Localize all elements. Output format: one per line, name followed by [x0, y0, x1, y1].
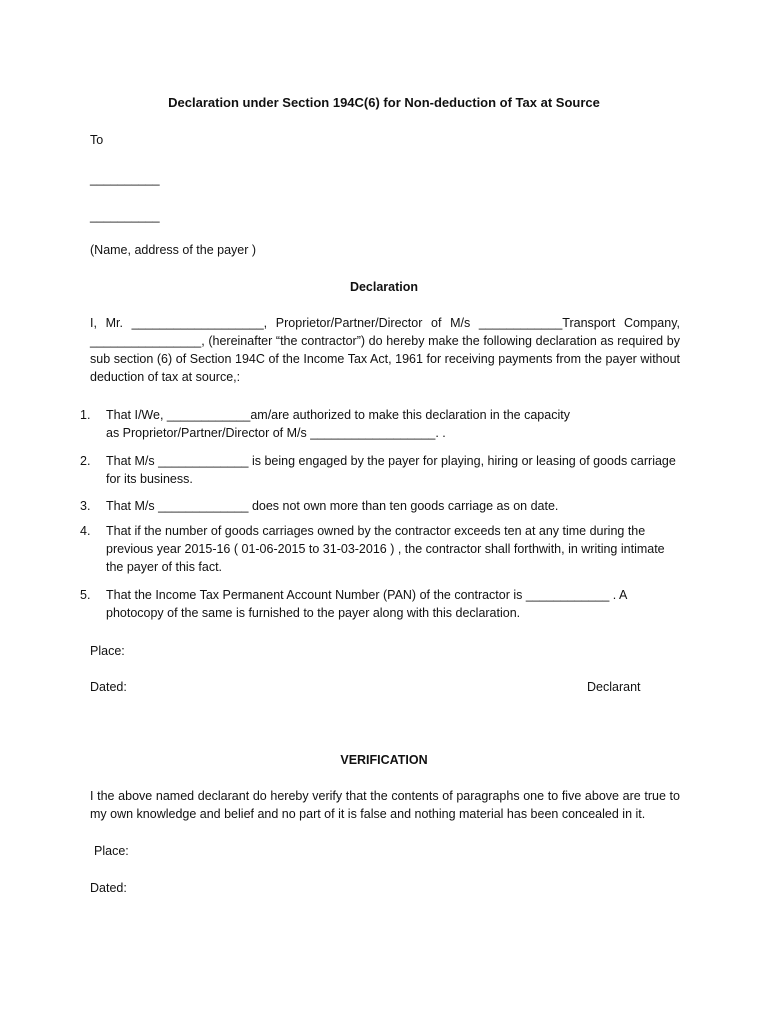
declarant-label: Declarant	[587, 680, 641, 694]
place-label-verification: Place:	[94, 844, 129, 858]
item-text: That I/We, ____________am/are authorized to make this declaration in the capacity	[106, 408, 570, 422]
payer-blank-line-2: __________	[90, 209, 160, 223]
verification-paragraph: I the above named declarant do hereby verify that the contents of paragraphs one to five above are true to my own knowledge and belief and no part of it is false and nothing material has been concealed in it.	[90, 789, 680, 821]
list-item	[80, 497, 680, 515]
item-text: That M/s _____________ does not own more than ten goods carriage as on date.	[106, 499, 559, 513]
payer-blank-line-1: __________	[90, 172, 160, 186]
dated-label-verification: Dated:	[90, 881, 127, 895]
item-number: 5.	[80, 588, 91, 602]
verification-heading: VERIFICATION	[340, 753, 428, 767]
item-number: 3.	[80, 499, 91, 513]
place-label: Place:	[90, 644, 125, 658]
list-item	[80, 406, 680, 442]
list-item	[80, 452, 680, 488]
intro-paragraph: I, Mr. ___________________, Proprietor/Partner/Director of M/s ____________Transport Company, ________________, (hereinafter “the contractor”) do hereby make the following declaration as required by sub section (6) of Section 194C of the Income Tax Act, 1961 for receiving payments from the payer without deduction of tax at source,:	[90, 316, 680, 384]
item-number: 2.	[80, 454, 91, 468]
to-label: To	[90, 133, 104, 147]
item-text: That if the number of goods carriages owned by the contractor exceeds ten at any time during the previous year 2015-16 ( 01-06-2015 to 31-03-2016 ) , the contractor shall forthwith, in writing intimate the payer of this fact.	[106, 524, 665, 574]
list-item	[80, 586, 680, 622]
list-item	[80, 522, 680, 576]
item-text: That the Income Tax Permanent Account Number (PAN) of the contractor is ____________ . A photocopy of the same is furnished to the payer along with this declaration.	[106, 588, 627, 620]
item-number: 1.	[80, 408, 91, 422]
item-text: That M/s _____________ is being engaged by the payer for playing, hiring or leasing of goods carriage for its business.	[106, 454, 676, 486]
payer-note: (Name, address of the payer )	[90, 243, 257, 257]
dated-label: Dated:	[90, 680, 127, 694]
declaration-heading: Declaration	[349, 280, 419, 294]
document-title: Declaration under Section 194C(6) for Non-deduction of Tax at Source	[168, 95, 600, 110]
item-text-continued: as Proprietor/Partner/Director of M/s __________________. .	[106, 426, 446, 440]
item-number: 4.	[80, 524, 91, 538]
